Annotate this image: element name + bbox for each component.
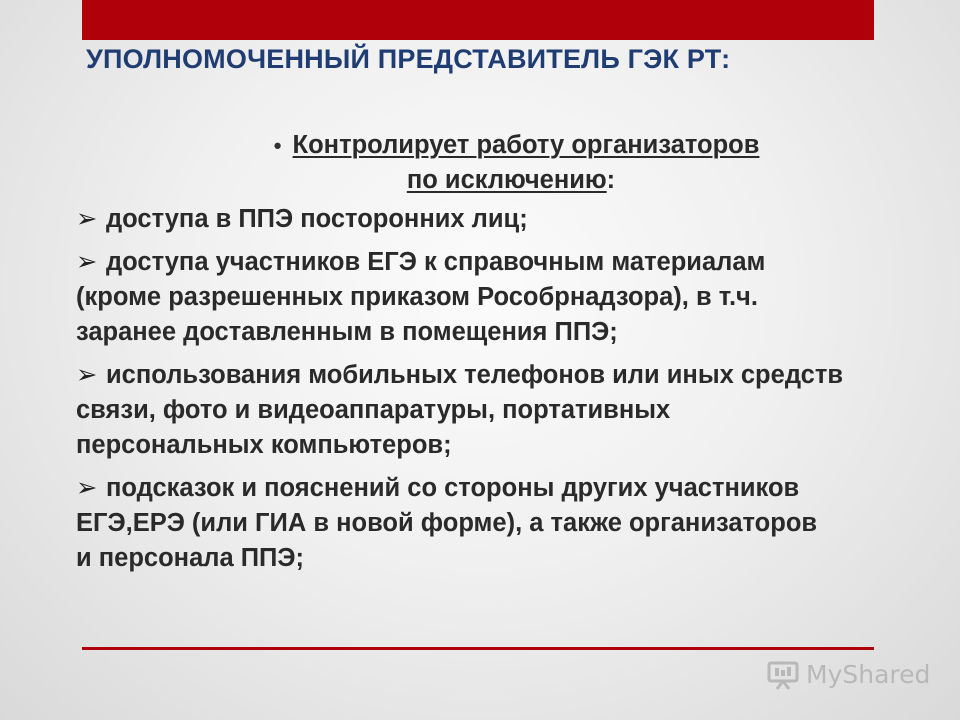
arrow-bullet-icon: ➢ <box>76 205 98 233</box>
arrow-bullet-icon: ➢ <box>76 248 98 276</box>
intro-colon: : <box>606 166 616 194</box>
list-item <box>76 245 946 350</box>
intro-text-1: Контролирует работу организаторов <box>292 131 760 159</box>
intro-block <box>76 128 946 198</box>
list-item <box>76 202 946 237</box>
intro-line-1 <box>76 128 946 163</box>
list-item-text: подсказок и пояснений со стороны других участников ЕГЭ,ЕРЭ (или ГИА в новой форме), а также организаторов и персонала ППЭ; <box>76 474 818 572</box>
arrow-bullet-icon: ➢ <box>76 474 98 502</box>
presentation-board-icon <box>766 657 800 691</box>
slide-title-colon: : <box>721 44 731 74</box>
intro-text-2: по исключению <box>406 166 607 194</box>
slide-title <box>86 44 886 75</box>
watermark-text: MyShared <box>806 659 931 689</box>
slide-title-text: УПОЛНОМОЧЕННЫЙ ПРЕДСТАВИТЕЛЬ ГЭК РТ <box>86 44 722 74</box>
list-item-text: доступа участников ЕГЭ к справочным материалам (кроме разрешенных приказом Рособрнадзора), в т.ч. заранее доставленным в помещения ППЭ; <box>76 248 766 346</box>
arrow-bullet-icon: ➢ <box>76 361 98 389</box>
list-item <box>76 358 946 463</box>
list-item <box>76 471 946 576</box>
slide-body <box>76 128 946 584</box>
watermark <box>766 654 930 694</box>
top-accent-bar <box>82 0 874 40</box>
bullet-icon: • <box>273 133 282 158</box>
intro-line-2 <box>76 163 946 198</box>
list-item-text: использования мобильных телефонов или иных средств связи, фото и видеоаппаратуры, портативных персональных компьютеров; <box>76 361 844 459</box>
list-item-text: доступа в ППЭ посторонних лиц; <box>106 205 528 233</box>
exclusion-list <box>76 202 946 576</box>
bottom-accent-line <box>82 647 874 650</box>
